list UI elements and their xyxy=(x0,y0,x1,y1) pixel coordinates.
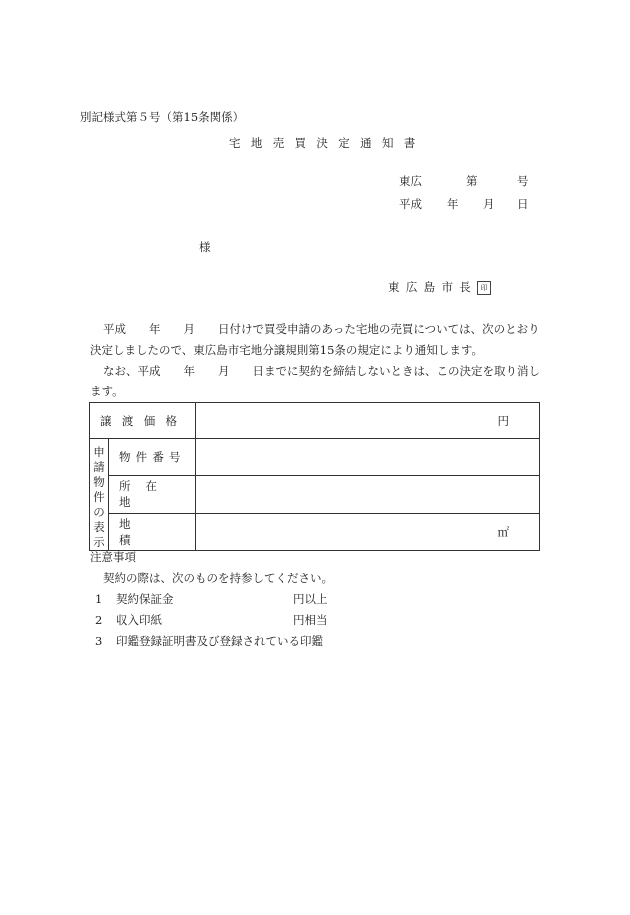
lot-number-value xyxy=(196,439,540,476)
notes-heading: 注意事項 xyxy=(90,550,136,564)
seal-icon: 印 xyxy=(477,281,491,295)
date-day: 日 xyxy=(517,197,529,211)
body-para1-line1: 平成 年 月 日付けで買受申請のあった宅地の売買については、次のとおり xyxy=(103,322,540,336)
list-item-number: 3 xyxy=(95,634,103,648)
ref-go: 号 xyxy=(517,174,529,188)
list-item-number: 1 xyxy=(95,592,103,606)
list-item-number: 2 xyxy=(95,613,103,627)
body-para2-line2: ます。 xyxy=(90,384,124,398)
date-month: 月 xyxy=(483,197,495,211)
date-era: 平成 xyxy=(399,197,422,211)
addressee-honorific: 様 xyxy=(199,240,211,254)
location-label: 所在地 xyxy=(109,475,196,513)
body-para2-line1: なお、平成 年 月 日までに契約を締結しないときは、この決定を取り消し xyxy=(103,364,540,378)
list-item-text: 印鑑登録証明書及び登録されている印鑑 xyxy=(116,634,323,648)
document-title: 宅地売買決定通知書 xyxy=(229,136,426,150)
ref-dai: 第 xyxy=(466,174,478,188)
issuer xyxy=(388,280,491,295)
price-row xyxy=(90,403,540,439)
area-row xyxy=(90,514,540,551)
area-unit: ㎡ xyxy=(196,514,540,551)
lot-number-label: 物件番号 xyxy=(109,439,196,476)
list-item-text: 契約保証金 xyxy=(116,592,174,606)
list-item-suffix: 円以上 xyxy=(293,592,328,606)
location-row xyxy=(90,475,540,513)
notes-intro: 契約の際は、次のものを持参してください。 xyxy=(103,571,333,585)
lot-row xyxy=(90,439,540,476)
list-item-suffix: 円相当 xyxy=(293,613,328,627)
price-label: 譲渡価格 xyxy=(90,403,196,439)
form-reference: 別記様式第５号（第15条関係） xyxy=(80,110,245,124)
location-value xyxy=(196,475,540,513)
property-table xyxy=(89,402,540,551)
area-label: 地積 xyxy=(109,514,196,551)
price-unit: 円 xyxy=(196,403,540,439)
list-item-text: 収入印紙 xyxy=(116,613,162,627)
ref-prefix: 東広 xyxy=(399,174,422,188)
issuer-name: 東広島市長 xyxy=(388,280,478,294)
property-group-label: 申請物件の表示 xyxy=(90,439,109,551)
date-year: 年 xyxy=(447,197,459,211)
body-para1-line2: 決定しましたので、東広島市宅地分譲規則第15条の規定により通知します。 xyxy=(90,343,483,357)
